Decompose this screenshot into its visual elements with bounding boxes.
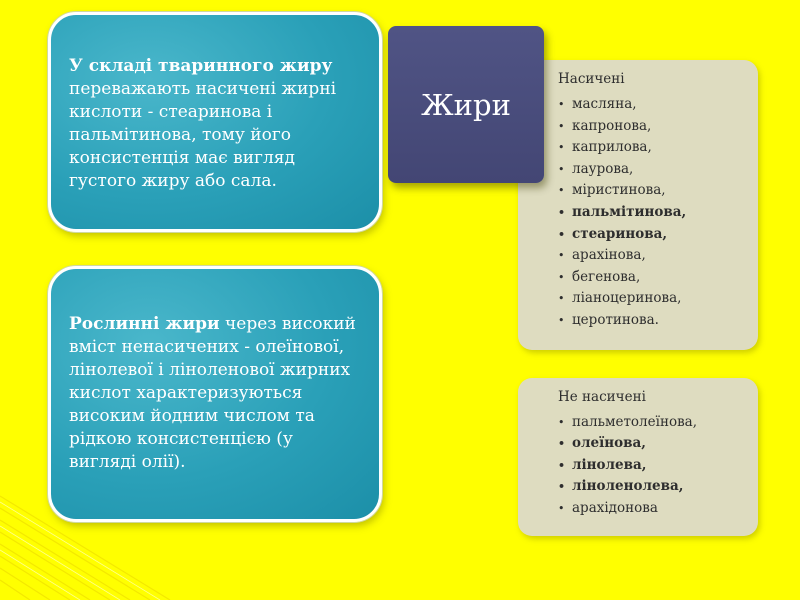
plant-fat-bold-lead: Рослинні жири bbox=[69, 314, 220, 334]
list-item: • лаурова, bbox=[572, 159, 748, 181]
list-item: • церотинова. bbox=[572, 310, 748, 332]
list-item: • масляна, bbox=[572, 94, 748, 116]
list-item: • стеаринова, bbox=[572, 224, 748, 246]
unsaturated-list bbox=[558, 412, 748, 519]
list-item: • каприлова, bbox=[572, 137, 748, 159]
list-item: • міристинова, bbox=[572, 180, 748, 202]
list-item: • ліаноцеринова, bbox=[572, 288, 748, 310]
animal-fat-box bbox=[48, 12, 382, 232]
unsaturated-acids-box bbox=[518, 378, 758, 536]
list-item: • капронова, bbox=[572, 116, 748, 138]
plant-fat-box bbox=[48, 266, 382, 522]
animal-fat-bold-lead: У складі тваринного жиру bbox=[69, 56, 333, 76]
unsaturated-heading: Не насичені bbox=[558, 389, 646, 405]
saturated-list bbox=[558, 94, 748, 332]
fats-title-box bbox=[388, 26, 544, 183]
list-item: • лінолева, bbox=[572, 455, 748, 476]
saturated-acids-box bbox=[518, 60, 758, 350]
list-item: • пальметолеїнова, bbox=[572, 412, 748, 433]
list-item: • пальмітинова, bbox=[572, 202, 748, 224]
list-item: • бегенова, bbox=[572, 267, 748, 289]
list-item: • арахінова, bbox=[572, 245, 748, 267]
list-item: • олеїнова, bbox=[572, 433, 748, 454]
saturated-heading: Насичені bbox=[558, 71, 625, 87]
animal-fat-text: переважають насичені жирні кислоти - стеаринова і пальмітинова, тому його консистенція має вигляд густого жиру або сала. bbox=[69, 79, 337, 191]
list-item: • ліноленолева, bbox=[572, 476, 748, 497]
fats-title: Жири bbox=[421, 87, 511, 122]
plant-fat-text: через високий вміст ненасичених - олеїнової, лінолевої і ліноленової жирних кислот характеризуються високим йодним числом та рідкою консистенцією (у вигляді олії). bbox=[69, 314, 356, 472]
list-item: • арахідонова bbox=[572, 498, 748, 519]
